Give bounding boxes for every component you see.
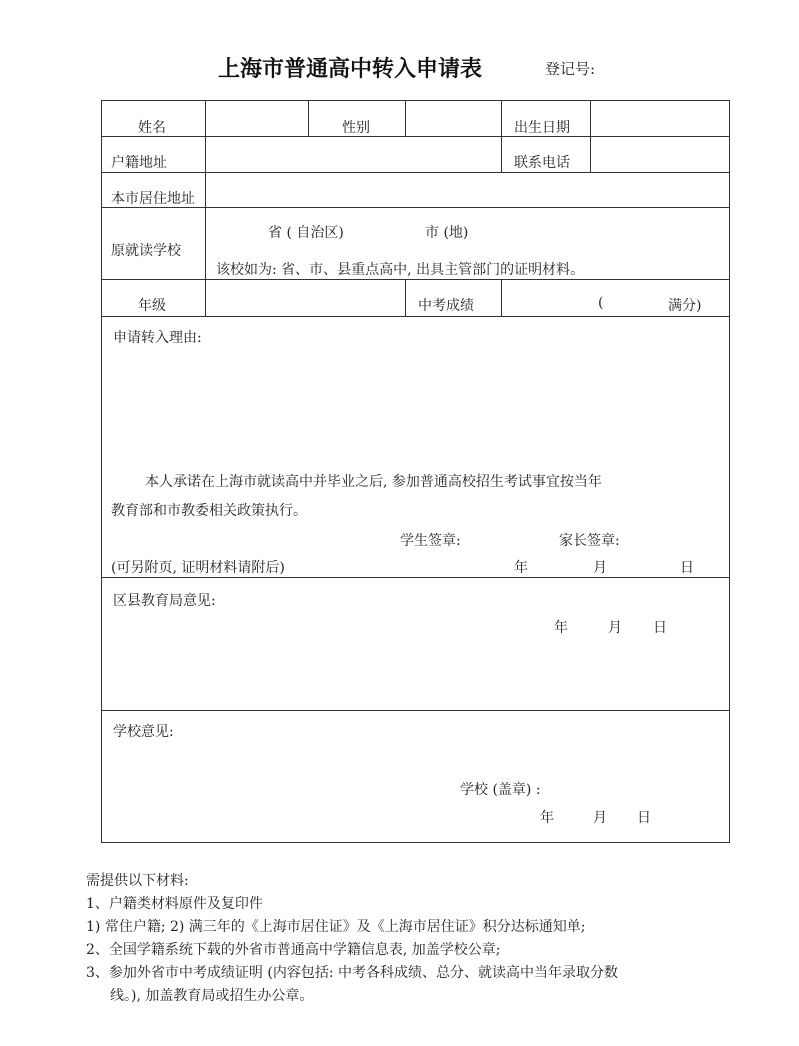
notes-heading: 需提供以下材料: — [86, 873, 189, 889]
phone-label: 联系电话 — [514, 155, 570, 171]
residence-address-label: 本市居住地址 — [111, 191, 195, 207]
name-field[interactable] — [206, 101, 308, 136]
original-school-label: 原就读学校 — [111, 243, 181, 259]
original-school-field[interactable] — [206, 208, 729, 244]
notes-item-2: 2、全国学籍系统下载的外省市普通高中学籍信息表, 加盖学校公章; — [86, 942, 501, 958]
student-signature-label: 学生签章: — [400, 533, 461, 549]
reason-day-label: 日 — [680, 560, 694, 576]
district-opinion-label: 区县教育局意见: — [113, 593, 216, 609]
registration-number-field[interactable] — [610, 54, 710, 78]
page-title: 上海市普通高中转入申请表 — [218, 57, 483, 82]
notes-item-3-line-1: 3、参加外省市中考成绩证明 (内容包括: 中考各科成绩、总分、就读高中当年录取分数 — [86, 965, 618, 981]
full-score-label: 满分) — [668, 298, 702, 314]
district-opinion-field[interactable] — [106, 612, 724, 704]
school-seal-label: 学校 (盖章) : — [460, 782, 541, 798]
hukou-address-field[interactable] — [206, 137, 501, 172]
school-opinion-label: 学校意见: — [113, 724, 174, 740]
city-label: 市 (地) — [425, 225, 469, 241]
gender-field[interactable] — [406, 101, 501, 136]
province-label: 省 ( 自治区) — [268, 225, 344, 241]
pledge-line-1: 本人承诺在上海市就读高中并毕业之后, 参加普通高校招生考试事宜按当年 — [145, 474, 602, 490]
gender-label: 性别 — [342, 120, 370, 136]
reason-text-area[interactable] — [106, 350, 724, 460]
school-note: 该校如为: 省、市、县重点高中, 出具主管部门的证明材料。 — [216, 262, 585, 278]
registration-number-label: 登记号: — [545, 60, 596, 78]
notes-item-1-sub: 1) 常住户籍; 2) 满三年的《上海市居住证》及《上海市居住证》积分达标通知单; — [86, 919, 586, 935]
name-label: 姓名 — [138, 120, 166, 136]
school-opinion-field[interactable] — [106, 744, 724, 836]
school-month-label: 月 — [593, 810, 607, 826]
school-year-label: 年 — [540, 810, 554, 826]
grade-label: 年级 — [138, 298, 166, 314]
grade-field[interactable] — [206, 280, 405, 316]
notes-item-3-line-2: 线。), 加盖教育局或招生办公章。 — [110, 988, 314, 1004]
district-year-label: 年 — [554, 620, 568, 636]
hukou-address-label: 户籍地址 — [111, 155, 167, 171]
birth-date-label: 出生日期 — [514, 120, 570, 136]
pledge-line-2: 教育部和市教委相关政策执行。 — [111, 503, 307, 519]
parent-signature-label: 家长签章: — [559, 533, 620, 549]
district-day-label: 日 — [653, 620, 667, 636]
residence-address-field[interactable] — [206, 173, 729, 207]
school-day-label: 日 — [637, 810, 651, 826]
exam-score-label: 中考成绩 — [418, 298, 474, 314]
attachment-note: (可另附页, 证明材料请附后) — [111, 560, 285, 576]
reason-label: 申请转入理由: — [113, 330, 202, 346]
full-score-open: ( — [598, 295, 604, 311]
birth-date-field[interactable] — [591, 101, 729, 136]
phone-field[interactable] — [591, 137, 729, 172]
reason-year-label: 年 — [514, 560, 528, 576]
reason-month-label: 月 — [593, 560, 607, 576]
notes-item-1: 1、户籍类材料原件及复印件 — [86, 896, 263, 912]
district-month-label: 月 — [608, 620, 622, 636]
